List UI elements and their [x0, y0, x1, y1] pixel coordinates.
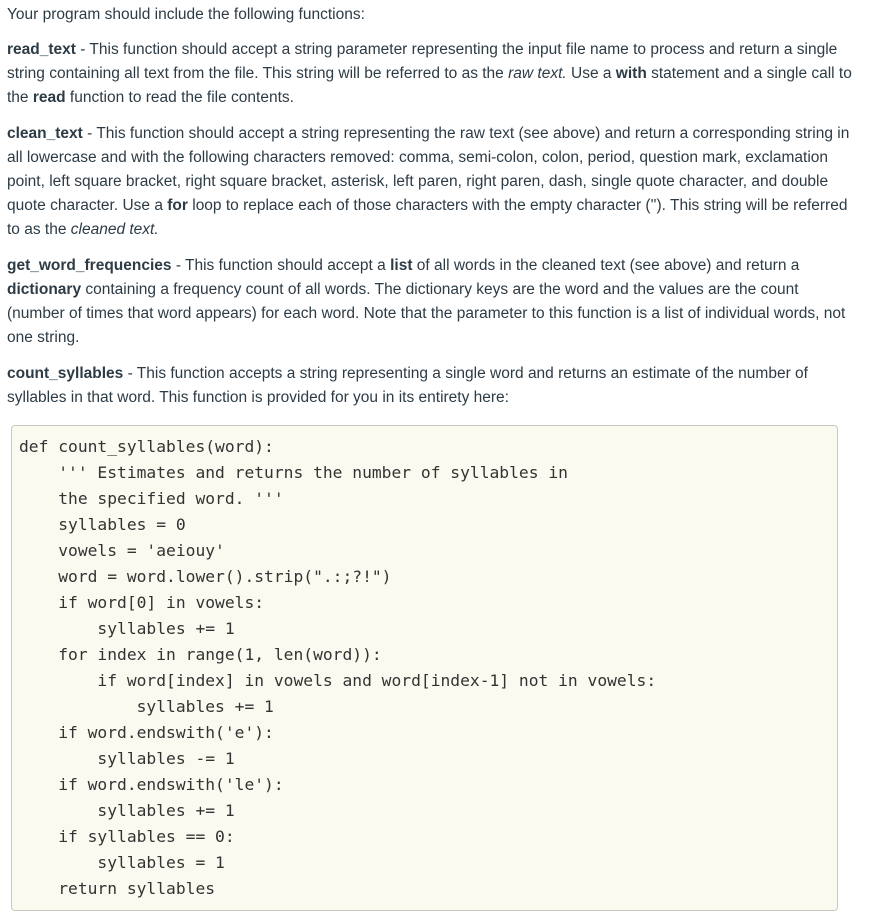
function-name-get-word-frequencies: get_word_frequencies: [7, 257, 172, 274]
get-word-frequencies-description: get_word_frequencies - This function should accept a list of all words in the cleaned text (see above) and return a dictionary containing a frequency count of all words. The dictionary keys are the word and the values are the count (number of times that word appears) for each word. Note that the parameter to this function is a list of individual words, not one string.: [7, 257, 846, 346]
code-line: syllables = 1: [19, 853, 225, 872]
code-line: if word[0] in vowels:: [19, 593, 265, 612]
code-block: [11, 425, 838, 911]
intro-text: Your program should include the following functions:: [7, 6, 365, 23]
code-line: syllables -= 1: [19, 749, 235, 768]
read-text-description: read_text - This function should accept a string parameter representing the input file name to process and return a single string containing all text from the file. This string will be referred to as the raw text. Use a with statement and a single call to the read function to read the file contents.: [7, 41, 852, 106]
code-line: for index in range(1, len(word)):: [19, 645, 382, 664]
function-name-read-text: read_text: [7, 41, 76, 58]
code-line: if word.endswith('e'):: [19, 723, 274, 742]
code-line: the specified word. ''': [19, 489, 284, 508]
count-syllables-description: count_syllables - This function accepts a string representing a single word and returns an estimate of the number of syllables in that word. This function is provided for you in its entirety here:: [7, 365, 808, 406]
code-line: syllables += 1: [19, 619, 235, 638]
code-line: syllables += 1: [19, 801, 235, 820]
code-line: if word[index] in vowels and word[index-1] not in vowels:: [19, 671, 657, 690]
code-line: syllables += 1: [19, 697, 274, 716]
code-line: if syllables == 0:: [19, 827, 235, 846]
code-line: vowels = 'aeiouy': [19, 541, 225, 560]
code-line: word = word.lower().strip(".:;?!"): [19, 567, 392, 586]
clean-text-description: clean_text - This function should accept a string representing the raw text (see above) and return a corresponding string in all lowercase and with the following characters removed: comma, semi-colon, colon, period, question mark, exclamation point, left square bracket, right square bracket, asterisk, left paren, right paren, dash, single quote character, and double quote character. Use a for loop to replace each of those characters with the empty character (''). This string will be referred to as the cleaned text.: [7, 125, 850, 238]
code-line: def count_syllables(word):: [19, 437, 274, 456]
code-line: syllables = 0: [19, 515, 186, 534]
code-line: ''' Estimates and returns the number of syllables in: [19, 463, 568, 482]
code-line: return syllables: [19, 879, 216, 898]
code-line: if word.endswith('le'):: [19, 775, 284, 794]
function-name-count-syllables: count_syllables: [7, 365, 124, 382]
function-name-clean-text: clean_text: [7, 125, 83, 142]
